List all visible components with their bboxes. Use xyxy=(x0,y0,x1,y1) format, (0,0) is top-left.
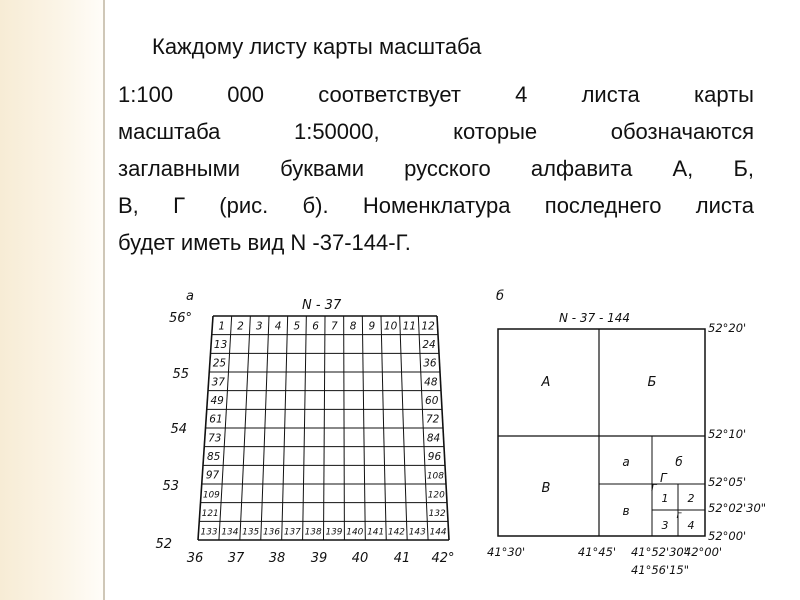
latitude-label: 56° xyxy=(168,311,192,326)
sub-sub-quadrant-label: 4 xyxy=(687,519,695,532)
grid-cell-number: 10 xyxy=(383,320,398,333)
grid-cell-number: 135 xyxy=(242,527,260,538)
grid-cell-number: 97 xyxy=(205,469,220,482)
grid-cell-number: 60 xyxy=(425,395,439,407)
grid-cell-number: 49 xyxy=(210,395,224,407)
grid-cell-number: 141 xyxy=(367,527,385,538)
grid-cell-number: 7 xyxy=(330,320,338,333)
longitude-label: 37 xyxy=(227,551,245,566)
grid-cell-number: 4 xyxy=(274,320,282,333)
paragraph-line-5: будет иметь вид N -37-144-Г. xyxy=(118,230,411,255)
grid-cell-number: 36 xyxy=(423,357,437,370)
paragraph-line-4: В, Г (рис. б). Номенклатура последнего листа xyxy=(118,193,754,218)
figure-b-latitude-label: 52°05' xyxy=(708,475,747,489)
longitude-label: 40 xyxy=(351,551,369,566)
grid-cell-number: 109 xyxy=(202,490,220,501)
sub-quadrant-label: г xyxy=(676,510,682,521)
figure-b-outer-frame xyxy=(498,329,705,536)
sub-sub-quadrant-label: 3 xyxy=(661,519,669,532)
grid-cell-number: 72 xyxy=(425,413,440,426)
figure-b-latitude-label: 52°00' xyxy=(708,529,747,543)
grid-cell-number: 61 xyxy=(209,413,223,426)
grid-cell-number: 96 xyxy=(427,451,442,463)
sub-sub-quadrant-label: 2 xyxy=(687,492,695,505)
grid-cell-number: 108 xyxy=(426,471,445,482)
grid-cell-number: 37 xyxy=(211,376,225,389)
figure-b-longitude-label: 41°30' xyxy=(487,545,526,559)
paragraph-first-line: Каждому листу карты масштаба xyxy=(152,34,482,59)
latitude-label: 53 xyxy=(162,479,179,494)
grid-cell-number: 85 xyxy=(206,451,221,463)
latitude-label: 52 xyxy=(155,537,172,552)
grid-cell-number: 9 xyxy=(368,320,376,333)
quadrant-label-g: Г xyxy=(660,471,667,485)
paragraph-line-1: 1:100 000 соответствует 4 листа карты xyxy=(118,82,754,107)
latitude-label: 54 xyxy=(170,422,187,437)
grid-cell-number: 144 xyxy=(429,527,447,538)
figure-b-sheet-title: N - 37 - 144 xyxy=(559,311,631,325)
sub-quadrant-label: в xyxy=(622,504,630,518)
grid-cell-number: 6 xyxy=(312,320,319,333)
grid-cell-number: 142 xyxy=(387,527,405,538)
figure-a-vline xyxy=(344,316,345,540)
grid-cell-number: 136 xyxy=(263,527,281,538)
grid-cell-number: 73 xyxy=(208,432,222,445)
grid-cell-number: 48 xyxy=(424,376,438,389)
grid-cell-number: 143 xyxy=(408,527,426,538)
grid-cell-number: 12 xyxy=(421,320,435,333)
figure-b-longitude-label: 42°00' xyxy=(683,545,723,559)
figure-a-sheet-title: N - 37 xyxy=(302,298,342,313)
grid-cell-number: 24 xyxy=(422,339,436,351)
figure-b-label: б xyxy=(496,289,505,304)
figure-b-latitude-label: 52°02'30" xyxy=(708,501,767,515)
grid-cell-number: 138 xyxy=(304,527,323,538)
figure-b-subdivision xyxy=(487,289,766,577)
grid-cell-number: 13 xyxy=(213,339,228,351)
sub-quadrant-label: а xyxy=(622,455,630,469)
grid-cell-number: 134 xyxy=(221,527,239,538)
grid-cell-number: 1 xyxy=(218,320,226,333)
grid-cell-number: 8 xyxy=(349,320,357,333)
longitude-label: 36 xyxy=(186,551,204,566)
figure-b-longitude-label: 41°45' xyxy=(577,545,617,559)
sub-sub-quadrant-label: 1 xyxy=(661,492,669,505)
sub-quadrant-label: б xyxy=(675,455,683,469)
grid-cell-number: 133 xyxy=(200,527,218,538)
paragraph-line-3: заглавными буквами русского алфавита А, Б, xyxy=(118,156,754,181)
longitude-label: 42° xyxy=(431,551,455,566)
grid-cell-number: 25 xyxy=(212,357,227,370)
quadrant-label-v: В xyxy=(541,481,551,496)
grid-cell-number: 139 xyxy=(325,527,343,538)
paragraph-line-2: масштаба 1:50000, которые обозначаются xyxy=(118,119,754,144)
figure-b-latitude-label: 52°20' xyxy=(708,321,747,335)
figure-a-grid xyxy=(155,289,454,566)
grid-cell-number: 2 xyxy=(237,320,244,333)
longitude-label: 41 xyxy=(393,551,411,566)
figure-a-label: а xyxy=(186,289,194,304)
grid-cell-number: 132 xyxy=(428,509,446,519)
grid-cell-number: 84 xyxy=(426,432,441,445)
longitude-label: 39 xyxy=(310,551,328,566)
grid-cell-number: 11 xyxy=(402,320,417,333)
grid-cell-number: 140 xyxy=(346,527,364,538)
sub-quadrant-center-label: г xyxy=(650,480,658,494)
grid-cell-number: 137 xyxy=(283,527,302,538)
figure-b-longitude-label: 41°52'30" xyxy=(630,545,690,559)
grid-cell-number: 121 xyxy=(201,509,219,519)
latitude-label: 55 xyxy=(172,367,189,382)
grid-cell-number: 120 xyxy=(427,490,446,501)
figure-b-latitude-label: 52°10' xyxy=(708,427,747,441)
grid-cell-number: 3 xyxy=(255,320,263,333)
grid-cell-number: 5 xyxy=(293,320,301,333)
figure-b-longitude-label: 41°56'15" xyxy=(630,563,690,577)
quadrant-label-a: А xyxy=(541,375,551,390)
quadrant-label-b: Б xyxy=(647,375,657,390)
longitude-label: 38 xyxy=(268,551,286,566)
